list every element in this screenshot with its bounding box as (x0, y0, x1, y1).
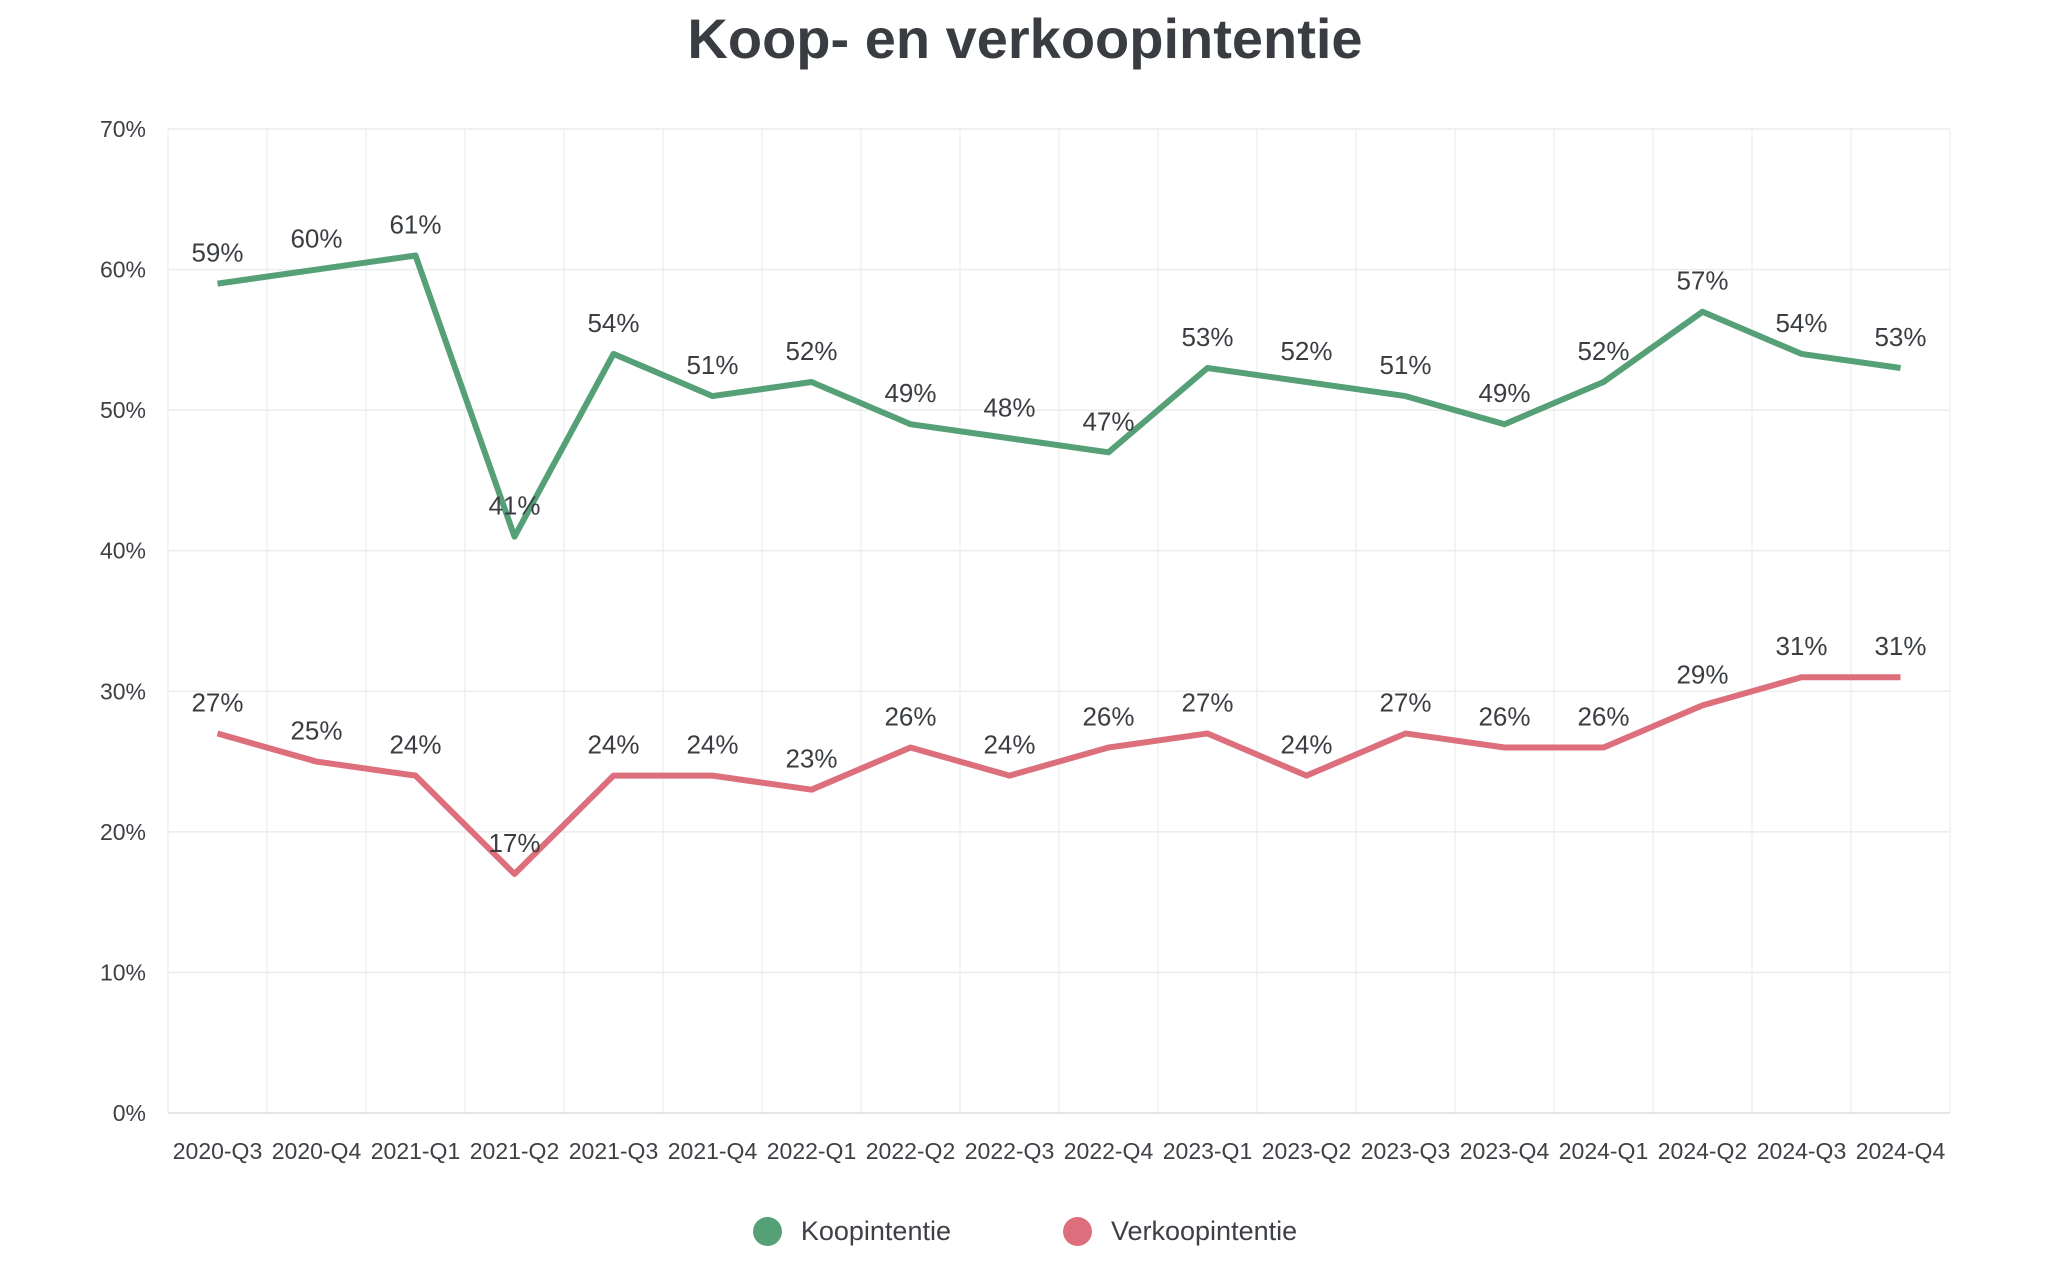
x-axis-tick-label: 2020-Q3 (172, 1138, 263, 1164)
legend-label-koopintentie: Koopintentie (800, 1216, 951, 1246)
x-axis-tick-label: 2022-Q3 (964, 1138, 1055, 1164)
legend-item-verkoopintentie[interactable] (1063, 1216, 1297, 1247)
verkoopintentie-data-label: 23% (785, 743, 838, 774)
y-axis-tick-label: 0% (112, 1100, 146, 1126)
verkoopintentie-data-label: 25% (290, 715, 343, 746)
x-axis-tick-label: 2021-Q2 (469, 1138, 560, 1164)
koopintentie-data-label: 61% (389, 209, 442, 240)
verkoopintentie-data-label: 31% (1775, 631, 1828, 662)
x-axis-tick-label: 2023-Q1 (1162, 1138, 1253, 1164)
koopintentie-data-label: 57% (1676, 265, 1729, 296)
x-axis-tick-label: 2022-Q1 (766, 1138, 857, 1164)
y-axis-tick-label: 70% (99, 116, 146, 142)
x-axis-tick-label: 2024-Q2 (1657, 1138, 1748, 1164)
verkoopintentie-data-label: 26% (1082, 701, 1135, 732)
verkoopintentie-data-label: 27% (1181, 687, 1234, 718)
verkoopintentie-data-label: 24% (983, 729, 1036, 760)
chart-legend (0, 1216, 2050, 1247)
x-axis-tick-label: 2023-Q4 (1459, 1138, 1550, 1164)
koopintentie-data-label: 51% (1379, 350, 1432, 381)
y-axis-tick-label: 30% (99, 678, 146, 705)
y-axis-tick-label: 10% (99, 959, 146, 986)
koopintentie-data-label: 59% (191, 237, 244, 268)
koopintentie-data-label: 41% (488, 490, 541, 521)
verkoopintentie-data-label: 24% (389, 729, 442, 760)
x-axis-tick-label: 2022-Q2 (865, 1138, 956, 1164)
koopintentie-data-label: 53% (1874, 321, 1927, 352)
x-axis-tick-label: 2023-Q2 (1261, 1138, 1352, 1164)
legend-label-verkoopintentie: Verkoopintentie (1110, 1216, 1298, 1246)
chart-title: Koop- en verkoopintentie (687, 7, 1363, 70)
x-axis-tick-label: 2022-Q4 (1063, 1138, 1154, 1164)
x-axis-tick-label: 2024-Q4 (1855, 1138, 1946, 1164)
verkoopintentie-data-label: 26% (1577, 701, 1630, 732)
x-axis-tick-label: 2023-Q3 (1360, 1138, 1451, 1164)
y-axis-tick-label: 50% (99, 397, 146, 424)
verkoopintentie-data-label: 27% (191, 687, 244, 718)
verkoopintentie-dot-icon (1063, 1217, 1092, 1246)
y-axis-tick-label: 60% (99, 256, 146, 283)
koopintentie-data-label: 52% (1577, 336, 1630, 367)
verkoopintentie-data-label: 24% (1280, 729, 1333, 760)
x-axis-tick-label: 2020-Q4 (271, 1138, 362, 1164)
x-axis-tick-label: 2021-Q1 (370, 1138, 461, 1164)
verkoopintentie-data-label: 26% (1478, 701, 1531, 732)
koopintentie-data-label: 54% (1775, 307, 1828, 338)
koopintentie-data-label: 48% (983, 392, 1036, 423)
koopintentie-data-label: 52% (1280, 336, 1333, 367)
koopintentie-dot-icon (753, 1217, 782, 1246)
verkoopintentie-data-label: 26% (884, 701, 937, 732)
x-axis-tick-label: 2021-Q3 (568, 1138, 659, 1164)
verkoopintentie-data-label: 24% (686, 729, 739, 760)
verkoopintentie-data-label: 17% (488, 828, 541, 859)
verkoopintentie-data-label: 29% (1676, 659, 1729, 690)
koopintentie-data-label: 49% (1478, 378, 1531, 409)
x-axis-tick-label: 2024-Q1 (1558, 1138, 1649, 1164)
koopintentie-data-label: 51% (686, 350, 739, 381)
koopintentie-data-label: 49% (884, 378, 937, 409)
verkoopintentie-data-label: 24% (587, 729, 640, 760)
koopintentie-data-label: 52% (785, 336, 838, 367)
verkoopintentie-data-label: 31% (1874, 631, 1927, 662)
koopintentie-data-label: 54% (587, 307, 640, 338)
legend-item-koopintentie[interactable] (753, 1216, 951, 1247)
verkoopintentie-data-label: 27% (1379, 687, 1432, 718)
y-axis-tick-label: 20% (99, 818, 146, 845)
koopintentie-data-label: 53% (1181, 321, 1234, 352)
koopintentie-data-label: 60% (290, 223, 343, 254)
y-axis-tick-label: 40% (99, 537, 146, 564)
x-axis-tick-label: 2021-Q4 (667, 1138, 758, 1164)
koopintentie-data-label: 47% (1082, 406, 1135, 437)
x-axis-tick-label: 2024-Q3 (1756, 1138, 1847, 1164)
